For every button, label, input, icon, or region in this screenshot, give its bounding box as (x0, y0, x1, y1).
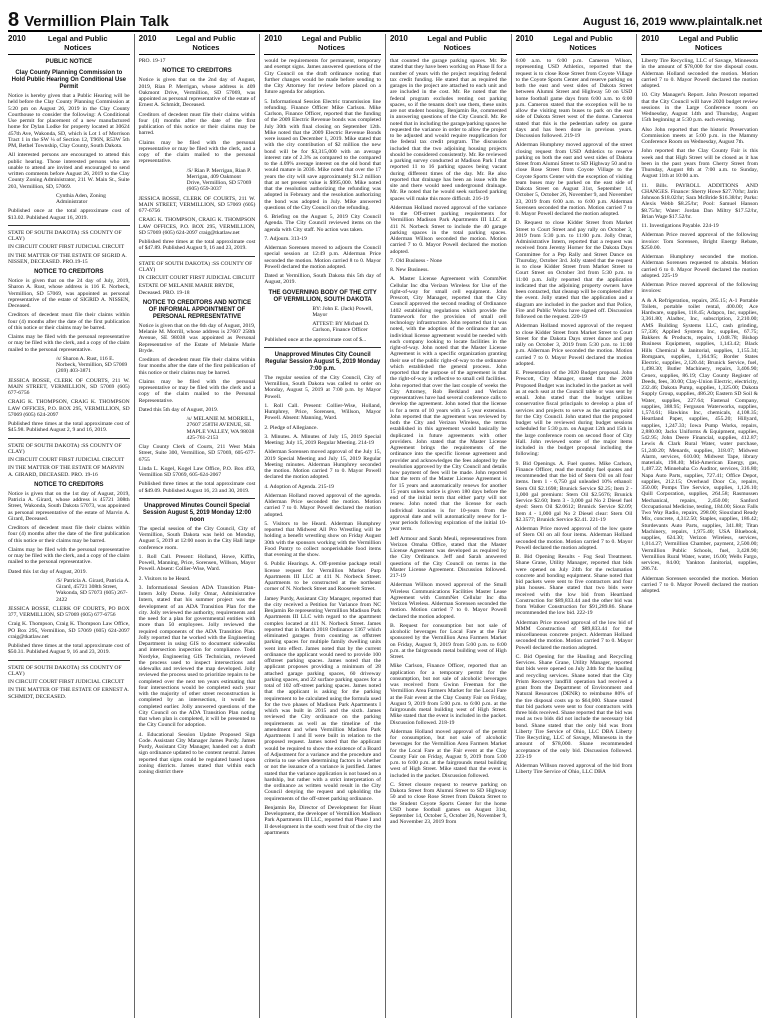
notice-paragraph: would be requirements for permanent, temporary and exempt signs. James answered questions of the City Council on the draft ordinance noting that further changes would be made before sending to the City Attorney for review before placed on a future agenda for adoption. (264, 58, 381, 96)
notice-heading: PUBLIC NOTICE (45, 59, 93, 65)
notice-heading: NOTICE TO CREDITORS (34, 269, 104, 275)
notice-paragraph: Dated at Vermillion, South Dakota this 5th day of August, 2019. (264, 273, 381, 286)
notice-paragraph: Alderman Holland moved approval of the agenda. Alderman Price seconded the motion. Motion carried 7 to 0. Mayor Powell declared the motion adopted. (264, 492, 381, 518)
section-year: 2010 (389, 34, 408, 43)
notice-paragraph: Claims may be filed with the personal representative or may be filed with the clerk and a copy of the claim mailed to the Personal Representative. (138, 378, 256, 404)
notice-paragraph: Claims may be filed with the personal representative or may be filed with the clerk, and a copy of the claim mailed to the personal representative. (8, 546, 130, 566)
notice-paragraph: Dated this 1st day of August, 2019. (8, 568, 87, 575)
notice-paragraph: Notice is given that on the 24 day of July, 2019, Sharon A. Rust, whose address is 116 E. Norbeck, Vermillion, SD 57069, was appointed as personal representative of the estate of SIGRID A. NISSEN, Deceased. (8, 278, 130, 309)
section-title (659, 35, 758, 52)
notice-paragraph: 7. Adjourn. 313-19 (264, 235, 307, 242)
section-header (139, 34, 256, 55)
notice-divider (8, 225, 130, 226)
section-title-line-2: Notices (569, 42, 597, 52)
notice-paragraph: 6. Public Hearings. A. Off-premise package retail license request for Vermillion Market Parp Apartments III LLC at 411 N. Norbeck Street. Apartments to be constructed at the northeast corner of N. Norbeck Street and Roosevelt Street. (264, 561, 381, 593)
notice-paragraph: Alderman Holland moved approval of the variance to the Off-street parking requirements for Vermillion Madison Park Apartments III LLC at 411 N. Norbeck Street to include the 40 garage parking spaces in the total parking spaces. Alderman Willson seconded the motion. Motion carried 7 to 0. Mayor Powell declared the motion adopted. (389, 204, 507, 255)
column-1 (8, 34, 134, 1018)
court-caption: STATE OF SOUTH DAKOTA) :SS COUNTY OF CLAY) (138, 260, 253, 273)
notice-paragraph: Linda L. Kogel, Kogel Law Office, P.O. Box 493, Vermillion SD 57069, 605-624-2067 (138, 465, 256, 478)
section-year: 2010 (515, 34, 534, 43)
notice-signature: BY: John E. (Jack) Powell, Mayor (312, 305, 373, 318)
section-title-line-2: Notices (695, 42, 723, 52)
notice-paragraph: Alderman Sorensen seconded the motion. Motion carried 7 to 0. Mayor Powell declared the motion adopted. (641, 575, 758, 594)
section-title-line-1: Legal and Public (553, 34, 613, 43)
notice-paragraph: 4. Educational Session Update Proposed Sign Code. Assistant City Manager James Purdy. James Purdy, Assistant City Manager, handed out a draft sign ordinance updated to be content neutral. James reported that signs could be regulated based upon zoning districts. James stated that within each zoning district there (138, 731, 256, 775)
notice-paragraph: Alderman Willson moved approval of the bid from Liberty Tire Service of Ohio, LLC DBA (515, 763, 633, 776)
court-caption: IN CIRCUIT COURT FIRST JUDICIAL CIRCUIT (8, 457, 125, 463)
notice-paragraph: JESSICA BOSSE, CLERK OF COURTS, 211 W. MAIN STREET, VERMILLION, SD 57069 (605) 677-6756 (8, 377, 130, 396)
notice-paragraph: JESSICA BOSSE, CLERK OF COURTS, PO BOX 377, VERMILLION, SD 57069 (605) 677-6756 (8, 605, 130, 618)
court-caption: STATE OF SOUTH DAKOTA) :SS COUNTY OF CLAY) (8, 442, 122, 455)
notice-paragraph: 1. Roll Call. Present: Collier-Wise, Holland, Humphrey, Price, Sorensen, Willson, Mayor Powell. Absent: Manning, Ward. (264, 402, 381, 422)
notice-signature: /s/ Sharon A. Rust, 116 E. Norbeck, Vermillion, SD 57069 (269) 403-3871 (56, 355, 128, 375)
notice-paragraph: Published three times at the total approximate cost of $47.89. Published August 9, 16 and 23, 2019. (138, 239, 256, 252)
court-caption: IN THE MATTER OF THE ESTATE OF SIGRID A. NISSEN, DECEASED. PRO.19-15 (8, 252, 127, 265)
notice-paragraph: A & A Refrigeration, repairs, 265.15; A-1 Portable Toilets, portable toilet rental, 400.00; Ace Hardware, supplies, 118.45; Adapco, Inc, supplies, 3,361.80; Aladtec, Inc, subscription, 2,210.00; AMS Building Systems LLC, cash grinding, 57,336; Applied Systems Inc, supplies, 67.75; Bakkers & Products, repairs, 1,048.78; Bishop Business Equipment, supplies, 1,143.42; Black Hills Chemical & Janitorial, supplies, 1,155.34; Bomgaars, supplies, 1,164.95; Border States Electric, supplies, 2,120.44; Brunick Service, fuel, 1,498.30; Butler Machinery, repairs, 3,406.90; Cenex, supplies, 86.19; Clay County Register of Deeds, fees, 30.00; Clay-Union Electric, electricity, 232.46; Dakota Pump, supplies, 1,325.00; Dakota Supply Group, supplies, 486.20; Eastern SD Soil & Water, supplies, 227.64; Fastenal Company, supplies, 388.95; Ferguson Waterworks, supplies, 1,574.61; Hawkins Inc, chemicals, 4,108.35; Heartland Paper, supplies, 455.20; Hillyard, supplies, 1,247.33; Iowa Pump Works, repairs, 2,880.00; Jacks Uniforms & Equipment, supplies, 542.95; John Deere Financial, supplies, 412.87; Lewis & Clark Rural Water, water purchase, 51,240.20; Menards, supplies, 318.07; Midwest Alarm, services, 610.00; Midwest Tape, library materials, 198.40; Mid-American Energy, gas, 1,487.22; Minnehaha Co Auditor, services, 316.80; Napa Auto Parts, supplies, 727.41; Office Depot, supplies, 212.15; Overhead Door Co, repairs, 350.00; Pomps Tire Service, supplies, 1,126.10; Quill Corporation, supplies, 264.58; Rasmussen Mechanical, repairs, 2,450.00; Sanford Occupational Medicine, testing, 184.00; Sioux Falls Two Way Radio, repairs, 298.00; Siouxland Ready Mix, concrete, 4,312.50; Staples, supplies, 186.42; Sturdevants Auto Parts, supplies, 341.88; Titan Machinery, repairs, 1,975.40; USA Bluebook, supplies, 624.30; Verizon Wireless, services, 1,014.27; Vermillion Chamber, payment, 2,500.00; Vermillion Public Schools, fuel, 3,428.90; Vermillion Rural Water, water, 16.00; Wells Fargo, services, 84.00; Yankton Janitorial, supplies, 286.74. (641, 297, 758, 573)
notice-signature: Cynthia Aden, Zoning Administrator (56, 192, 106, 205)
notice-paragraph: Alderman Holland moved approval of the permit for consumption, but not sale of alcoholic beverages for the Vermillion Area Farmers Market for the Local Fare at the Fair event at the Clay County Fair on Friday, August 9, 2019 from 5:00 p.m. to 6:00 p.m. at the fairgrounds metal building west of High Street. Mike stated that the event is included in the packet. Discussion followed. (389, 728, 507, 779)
notice-paragraph: All interested persons are encouraged to attend this public hearing. Those interested persons who are unable to attend are invited and encouraged to send written comments before August 26, 2019 to the Clay County Zoning Administrator, 211 W. Main St., Suite 203, Vermillion, SD, 57069. (8, 152, 130, 190)
section-year: 2010 (264, 34, 283, 43)
notice-divider (8, 660, 130, 661)
section-year: 2010 (138, 34, 157, 43)
column-4 (385, 34, 511, 1018)
notice-paragraph: Creditors of decedent must file their claims within four (4) months after the date of the first publication of this notice or their claims may be barred. (8, 312, 130, 331)
notice-paragraph: Craig K. Thompson, Craig K. Thompson Law Office, PO Box 295, Vermillion, SD 57069 (605) 624-2097 craig@tkatlaw.net (8, 621, 130, 640)
notice-paragraph: 3. Minutes. A. Minutes of July 15, 2019 Special Meeting; July 15, 2019 Regular Meeting. 214-19 (264, 433, 381, 446)
notice-paragraph: A. Master License Agreement with CommNet Cellular Inc dba Verizon Wireless for Use of the right-of-way for small cell equipment. John Prescott, City Manager, reported that the City Council approved the second reading of Ordinance 1402 establishing regulations which provide the framework for the provision of small cell technology infrastructure. John reported that it was noted, with the adoption of the ordinance that an individual license agreement would be needed with each company looking to locate facilities in the right-of-way. John noted that the Master License Agreement is with a specific organization granting their use of the public right-of-way to the ordinance which established the general process. John reported that the purpose of the agreement is that the right-of-way is reflective to small cell facilities. John reported that over the last couple of weeks the City Attorney, Rob Berkland and Verizon representatives have had several conference calls to develop the agreement. John noted that the license is for a term of 10 years with a 5 year extension. John reported that the agreement was reviewed by both the City and Verizon Wireless, the terms established in this agreement would basically be duplicated in future agreements with other providers. John stated that the Master License Agreement brings the requirements of the ordinance into the specific license agreement and provider and acknowledges the fees adopted by the resolution approved by the City Council and details how payment of fees will be made. John reported that the term of the Master License Agreement is for 15 years and automatically renews for another 15 years unless notice is given 180 days before the end of the initial term that either party will not renew. John noted that the license for each individual location is for 10-years from the approval date and will automatically renew for 1-year periods following expiration of the initial 10-year term. (389, 276, 507, 533)
issue-date-and-website: August 16, 2019 www.plaintalk.net (582, 16, 762, 28)
newspaper-name: Vermillion Plain Talk (24, 13, 169, 30)
notice-paragraph: Notice is given that on the 1st day of August, 2019, Patricia A. Girard, whose address is 45721 308th Street, Wakonda, South Dakota 57073, was appointed as personal representative of the estate of Marvin A. Girard, Deceased. (8, 490, 130, 522)
section-title (282, 35, 381, 52)
notice-paragraph: Published three times at the total approximate cost of $49.09. Published August 16, 23 and 30, 2019. (138, 481, 256, 494)
section-title (408, 35, 507, 52)
section-title (26, 35, 130, 52)
notice-paragraph: Creditors of decedent must file their claims within four months after the date of the first publication of this notice or their claims may be barred. (138, 357, 256, 376)
notice-paragraph: 11. Investigations Payable. 224-19 (641, 223, 719, 229)
notice-paragraph: Published once at the total approximate cost of $13.02. Published August 16, 2019. (8, 208, 130, 221)
notice-heading: NOTICE TO CREDITORS (162, 68, 232, 75)
notice-paragraph: CRAIG K. THOMPSON, CRAIG K. THOMPSON LAW OFFICES, P.O. BOX 295, VERMILLION, SD 57069 (605) 624-2097 craig@tkatlaw.net (138, 217, 256, 236)
notice-paragraph: Alderman Sorensen moved to adjourn the Council special session at 12:49 p.m. Alderman Price seconded the motion. Motion carried 8 to 0. Mayor Powell declared the motion adopted. (264, 245, 381, 270)
notice-paragraph: 4. Adoption of Agenda. 215-19 (264, 483, 334, 490)
section-header (390, 34, 507, 55)
notice-paragraph: Alderman Holland moved approval of the request to close Kidder Street from Market Street to Court Street for the Dakota Days street dance and pep rally on October 3, 2019 from 5:30 p.m. to 11:00 p.m. Alderman Price seconded the motion. Motion carried 7 to 0. Mayor Powell declared the motion adopted. (515, 323, 633, 367)
masthead (8, 6, 762, 32)
notice-paragraph: Claims may be filed with the personal representative or may be filed with the clerk, and a copy of the claim mailed to the personal representative. (8, 334, 130, 353)
notice-paragraph: Alderman Price moved approval of the low bid of MMM Construction of $89,833.44 for the miscellaneous concrete project. Alderman Holland seconded the motion. Motion carried 7 to 0. Mayor Powell declared the motion adopted. (515, 619, 633, 651)
section-header (264, 34, 381, 55)
notice-paragraph: Also John reported that the historic Preservation Commission meets at 5:00 p.m. in the Mammy Conference Room on Wednesday, August 7th. (641, 126, 758, 145)
notice-paragraph: Notice is hereby given that a Public Hearing will be held before the Clay County Planning Commission at 5:20 pm on August 26, 2019 in the Clay County Courthouse to consider the following: A Conditional Use permit for placement of a new manufactured home for Dylan Lodke for property located at 30624 457th Ave, Wakonda, SD, which is Lot 1 of Morrison Tract 1 in the SW ¼ of Section 12, T96N, R53W 5th PM, Bethel Township, Clay County, South Dakota. (8, 93, 130, 149)
notice-paragraph: 3. Informational Session ADA Transition Plan-Intern Jolly Dorse. Jolly Omar, Administrative Intern, stated that his summer project was the development of an ADA Transition Plan for the city. Jolly reviewed the authority, requirements and the need for a plan for governmental entities with more than 50 employees. Jolly reviewed the required components of the ADA Transition Plan. Jolly reported that he worked with the Engineering Department in using GIS to document sidewalks and intersection inspection for compliance. Todd Nordyke, Engineering GIS Technician, reviewed the process used to inspect intersections and sidewalks and reviewed the map developed. Jolly reviewed the process used to prioritize repairs to be completed over the next ten years estimating that four intersections would be completed each year with the majority of other street reconstruction is completed by an intersection, it would be completed earlier. Jolly answered questions of the City Council on the ADA Transition Plan noting that when plan is completed, it will be presented to the City Council for adoption. (138, 584, 256, 729)
notice-paragraph: Alderman Humphrey seconded the motion. Alderman Sorensen requested to abstain. Motion carried 6 to 0. Mayor Powell declared the motion adopted. 225-19 (641, 254, 758, 279)
notice-divider (8, 438, 130, 439)
notice-paragraph: Alderman Humphrey moved approval of the street closing request from USD Athletics to reserve parking on both the east and west sides of Dakota Street from Alumni Street to SD Highway 50 and to close Rose Street from Coyote Village to the Coyote Sports Center with the exception of visiting team buses may be parked on the east side of Dakota Street on August 31st, September 14, October 5, October 26, November 9, and November 23, 2019 from 6:00 a.m. to 6:00 p.m. Alderman Sorensen seconded the motion. Motion carried 7 to 0. Mayor Powell declared the motion adopted. (515, 142, 633, 217)
notice-paragraph: Creditors of decedent must file their claims within four (4) months after the date of the first publication of this notice or their claims may be barred. (8, 525, 130, 544)
masthead-left (8, 10, 169, 30)
section-title-line-1: Legal and Public (176, 34, 236, 43)
notice-paragraph: 10. City Manager's Report. John Prescott reported that the City Council will have 2020 budget review sessions in the Large Conference room on Wednesday, August 14th and Thursday, August 15th beginning at 5:30 p.m. each evening. (641, 92, 758, 124)
section-title-line-1: Legal and Public (678, 34, 739, 43)
notice-divider (264, 347, 381, 348)
notice-heading: NOTICE TO CREDITORS AND NOTICE OF INFORMAL APPOINTMENT OF PERSONAL REPRESENTATIVE (142, 299, 252, 320)
section-title-line-2: Notices (318, 42, 346, 52)
section-header (516, 34, 633, 55)
notice-paragraph: that counted the garage parking spaces. Mr. Re stated that they have been working on Phase II for a number of years with the project requiring federal tax credit funding. He stated that as required the garages in the project are attached to each unit and are included in the cost. Mr. Re noted that the federal program excludes renting out parking spaces, so if the tenants don't use them, these units are not student housing. Benjamin Re, commented in answering questions of the City Council. Mr. Re noted that in including the garage/parking spaces he requested the variance in order to allow the project to be adjusted and would require reapplication for the federal tax credit program. The discussion included that the two adjoining housing projects should be considered consistently. Mr. Re reviewed a parking survey conducted at Madison Park I that reported 11 to 16 parking spaces being vacant during different times of the day. Mr. Re also reported that drainage has been an issue with the site and there would need underground drainage. Mr. Re noted that he would seek surfaced parking spaces will make this more difficult. 216-19 (389, 58, 507, 202)
notice-paragraph: C. Street closure request to reserve parking on Dakota Street from Alumni Street to SD Highway 50 and to close Rose Street from Dakota Street to the Student Coyote Sports Center for the home USD home football games on August 31st, September 14, October 5, October 26, November 9, and November 23, 2019 from (389, 781, 507, 826)
notice-divider (139, 256, 256, 257)
section-year: 2010 (8, 34, 26, 43)
notice-paragraph: Claims may be filed with the personal representative or may be filed with the clerk, and a copy of the claim mailed to the personal representative. (138, 139, 256, 165)
court-caption: PRO. 19-17 (138, 58, 166, 64)
court-caption: IN CIRCUIT COURT FIRST JUDICIAL CIRCUIT (8, 679, 125, 685)
notice-paragraph: Alderman Price moved approval of the low quote of Stern Oil on all four items. Alderman Holland seconded the motion. Motion carried 7 to 0. Mayor Powell declared the motion adopted. (515, 526, 633, 551)
notice-paragraph: Benjamin Re, Director of Development for Hunt Development, the developer of Vermillion Madison Park Apartments III LLC, reported that Phase I and II development in the south west fruit of the city the apartments (264, 804, 381, 836)
notice-paragraph: The regular session of the City Council, City of Vermillion, South Dakota was called to order on Monday, August 5, 2019 at 7:00 p.m. by Mayor Powell. (264, 374, 381, 400)
notice-paragraph: Liberty Tire Recycling, LLC of Savage, Minnesota in the amount of $78,000 for tire disposal costs. Alderman Holland seconded the motion. Motion carried 7 to 0. Mayor Powell declared the motion adopted. (641, 58, 758, 89)
column-6 (636, 34, 762, 1018)
notice-paragraph: Notice is given that on the 2nd day of August, 2019, Rian P. Merrigan, whose address is 409 Oakmont Drive, Vermillion, SD 57069, was appointed as personal representative of the estate of Ernest A. Schmidt, Deceased. (138, 77, 256, 109)
court-caption: STATE OF SOUTH DAKOTA) :SS COUNTY OF CLAY) (8, 229, 122, 242)
notice-paragraph: 1. Roll Call. Present: Holland, Howe, Kiffin, Powell, Manning, Price, Sorensen, Willson, Mayor Powell. Absent: Collier-Wise, Ward. (138, 553, 256, 573)
notice-paragraph: Clay County Clerk of Courts, 211 West Main Street, Suite 300, Vermillion, SD 57069, 605-677-6755 (138, 444, 256, 463)
notice-signature: /S/ Rian P. Merrigan, Rian P. Merrigan, 409 Oakmont Drive, Vermillion, SD 57069 (605) 659-3037 (186, 167, 252, 193)
notice-paragraph: 6. Briefing on the August 5, 2019 City Council Agenda. The City Council reviewed items on the agenda with City staff. No action was taken. (264, 214, 381, 233)
notice-paragraph: 5. Visitors to be Heard. Alderman Humphrey reported that Midwest All Pro Wrestling will be holding a benefit wrestling show on Friday August 30th with the sponsors working with the Vermillion Food Pantry to collect nonperishable food items that evening at the show. (264, 520, 381, 558)
notice-paragraph: John reported that the Clay County Fair is this week and that High Street will be closed as it has been in the past years from Cherry Street from Thursday, August 8th at 7:00 a.m. to Sunday, August 11th at 10:00 a.m. (641, 148, 758, 180)
notice-paragraph: 8. New Business. (389, 267, 429, 273)
notice-heading: THE GOVERNING BODY OF THE CITY OF VERMILLION, SOUTH DAKOTA (268, 289, 377, 303)
court-caption: IN CIRCUIT COURT FIRST JUDICIAL CIRCUIT (138, 275, 255, 281)
notice-paragraph: Published three times at the total approximate cost of $50.31. Published August 9, 16 and 23, 2019. (8, 643, 130, 656)
notice-paragraph: 9. Bid Openings. A. Fuel quotes. Mike Carlson, Finance Officer, read the monthly fuel quotes and recommended that the bid of Stern Oil on all four items. Item 1 - 6,750 gal unleaded 10% ethanol: Stern Oil $2.1698; Brunick Service $2.25; Item 2 - 1,000 gal premium: Stern Oil $2.5676; Brunick Service $2.60; Item 3 - 3,000 gal No 2 Diesel fuel dyed: Stern Oil $2.0612; Brunick Service $2.09; Item 4 - 1,000 gal No 2 Diesel clear: Stern Oil $2.3577; Brunick Service $2.41. 221-19 (515, 460, 633, 523)
court-caption: IN CIRCUIT COURT FIRST JUDICIAL CIRCUIT (8, 244, 125, 251)
notice-signature: /S/ Patricia A. Girard, Patricia A. Girard, 45721 308th Street, Wakonda, SD 57073 (605) 267-2422 (56, 577, 130, 603)
section-header (8, 34, 130, 55)
notice-paragraph: Alderman Price moved approval of the following invoices: (641, 282, 758, 295)
notice-paragraph: C. Bid Opening for the Hauling and Recycling Services. Shane Grane, Utility Manager, reported that bids were opened on July 24th for the hauling and recycling services. Shane noted that the City Prism Recovery landfill operation had received a grant from the Department of Environment and Natural Resources (DENR) to reimburse 80% of the tire disposal costs up to $64,000. Shane stated that bid packets were sent to four contractors with three bids received. Shane reported that the bid was read as two bids did not include the necessary bid bond. Shane stated that the only bid was from Liberty Tire Service of Ohio, LLC DBA Liberty Tire Recycling, LLC of Savage, Minnesota in the amount of $78,000. Shane recommended acceptance of the only bid. Discussion followed. 223-19 (515, 653, 633, 760)
notice-paragraph: The special session of the City Council, City of Vermillion, South Dakota was held on Monday, August 5, 2019 at 12:00 noon in the City Hall large conference room. (138, 525, 256, 551)
column-2 (134, 34, 260, 1018)
notice-paragraph: Published once at the approximate cost of $... (264, 336, 367, 343)
page-number: 8 (8, 9, 20, 31)
notice-paragraph: Alderman Sorensen moved approval of the July 15, 2019 Special Meeting and July 15, 2019 Regular Meeting minutes. Alderman Humphrey seconded the motion. Motion carried 7 to 0. Mayor Powell declared the motion adopted. (264, 449, 381, 481)
notice-paragraph: 6:00 a.m. to 6:00 p.m. Cameron Wilson, representing USD Athletics, reported that the request is to close Rose Street from Coyote Village to the Coyote Sports Center and reserve parking on both the east and west sides of Dakota Street between Alumni Street and Highway 50 on USD home football game days from 6:00 a.m. to 6:00 p.m. Cameron stated that the exception will be to allow the visiting team buses to park on the east side of Dakota Street west of the dome. Cameron stated that this is the pedestrian safety on game days and has been done in previous years. Discussion followed. 219-19 (515, 58, 633, 139)
notice-paragraph: B. Request for consumption but not sale of alcoholic beverages for Local Fare at the Fair sponsored by the Vermillion Area Farmers Market on Friday, August 9, 2019 from 5:00 p.m. to 6:00 p.m. at the fairgrounds metal building west of High Street. (389, 622, 507, 660)
notice-signature: ATTEST: BY Michael D. Carlson, Finance Officer (312, 321, 370, 334)
notice-paragraph: Dated this 5th day of August, 2019. (138, 406, 219, 413)
notice-paragraph: B. Bid Opening Results - Fog Seal Treatment. Shane Grane, Utility Manager, reported that bids were opened on July 24th for the reclamation concrete and bonding equipment. Shane noted that bid packets were sent to five contractors and four plan houses. Shane stated that two bids were received with the low bid from Heartland Construction for $89,833.44 and the other bid was from Walker Construction for $91,289.86. Shane recommended the low bid. 222-19 (515, 554, 633, 617)
notice-paragraph: Published three times at the total approximate cost of $45.98. Published August 2, 9 and 16, 2019. (8, 421, 130, 434)
notice-heading: NOTICE TO CREDITORS (34, 481, 104, 488)
section-year: 2010 (641, 34, 660, 43)
section-title-line-2: Notices (443, 42, 471, 52)
notice-paragraph: 5. Informational Session Electric transmission line refunding. Finance Officer Mike Carlson. Mike Carlson, Finance Officer, reported that the funding of the 2009 Electric Revenue bonds was completed July 30th with final closing on September 12th. Mike noted that the 2009 Electric Revenue Bonds were issued on December 1, 2019. Mike stated that with the city contribution of $2 million the new bond will be for $3,315,000 with an average interest rate of 2.3% as compared to the compared to the 4.09% average interest on the old bond that would mature in 2036. Mike noted that over the 17 years the city will save approximately $1.2 million that at net present value is $995,000. Mike noted that the resolution authorizing the refunding was adopted in February and the resolution authorizing the bond was adopted in July. Mike answered questions of the City Council on the refunding. (264, 98, 381, 211)
notice-heading: Unapproved Minutes Council Special Session August 5, 2019 Monday 12:00 noon (142, 502, 252, 523)
notice-paragraph: Creditors of decedent must file their claims within four (4) months after the date of the first publication of this notice or their claims may be barred. (138, 111, 256, 137)
section-title-line-1: Legal and Public (47, 34, 108, 43)
section-title-line-2: Notices (192, 42, 220, 52)
court-caption: ESTATE OF MELANIE MARIE BRYDE, Deceased. PRO. 19-18 (138, 283, 235, 296)
notice-signature: /s/ MELANIE M. MORRILL, 27607 258TH AVENUE, SE MAPLE VALLEY, WA 98038 425-761-2153 (186, 416, 255, 441)
section-header (641, 34, 758, 55)
column-3 (259, 34, 385, 1018)
notice-paragraph: 2. Pledge of Allegiance. (264, 424, 318, 431)
notice-paragraph: CRAIG K. THOMPSON, CRAIG K. THOMPSON LAW OFFICES, P.O. BOX 295, VERMILLION, SD 57069 (605) 624-2097 (8, 399, 130, 418)
notice-paragraph: Jamey Purdy, Assistant City Manager, reported that the city received a Petition for Variance from NC Benjamin Re representing Vermillion Madison Park Apartments III LLC with regard to the apartment complex located at 411 N. Norbeck Street. James reported that in March 2018 Ordinance 1367 which eliminated garages from counting as offstreet parking spaces for multiple family dwelling units went into effect. James noted that by the current ordinance the applicant would need to provide 100 offstreet parking spaces. James noted that the applicant proposes providing a minimum of 28 attached garage parking spaces, 60 driveway parking spaces, and 22 surface parking spaces for a total of 102 off-street parking spaces. James noted that the applicant is asking for the parking requirement to be calculated using the formula used for the two phases of Madison Park Apartments I which was built in 2015 and the sixth. James reviewed the City ordinance on the parking requirements as well as the timeline of the amendment and when Vermillion Madison Park Apartments I and II were built in relation to the proposed request. James noted that the applicant would be required to show the existence of a Board of Adjustment for a variance and the procedure and criteria to use when determining factors in whether or not the issuance of a variance is justified. James stated that the variance application is not based on a hardship, but rather with a strict interpretation of the ordinance as written would result in the City Council denying the request and upholding the requirements of the off-street parking ordinance. (264, 595, 381, 802)
section-title (156, 35, 255, 52)
notice-paragraph: Jeff Armour and Sarah Meuli, representatives from Verizon Omaha Office, stated that the Master License Agreement was developed as required by the City Ordinance. Jeff and Sarah answered questions of the City Council on terms in the Master License Agreement. Discussion followed. 217-19 (389, 535, 507, 579)
notice-heading: Unapproved Minutes City Council Regular Session August 5, 2019 Monday 7:00 p.m. (265, 351, 381, 372)
section-title-line-1: Legal and Public (301, 34, 362, 43)
section-title (533, 35, 632, 52)
notice-paragraph: D. Request to close Kidder Street from Market Street to Court Street and pay rally on October 3, 2019 from 5:30 p.m. to 11:00 p.m. Jolly Omar, Administrative Intern, reported that a request was received from Jeremy Horner for the Dakota Days Committee for a Pep Rally and Street Dance on Thursday, October 3rd. Jolly stated that the request is to close Kidder Street from Market Street to Court Street on October 3rd from 5:30 p.m. to 11:00 p.m. Jolly reported that the application indicated that the adjoining property owners have been contacted, that cleanup will be completed after the event. Jolly stated that the application and a diagram are included in the packet and that Police, Fire and Public Works have signed off. Discussion followed on the request. 220-19 (515, 220, 633, 320)
court-caption: STATE OF SOUTH DAKOTA) :SS COUNTY OF CLAY) (8, 664, 122, 677)
section-title-line-1: Legal and Public (427, 34, 488, 43)
notice-paragraph: Alderman Willson moved approval of the Small Wireless Communications Facilities Master Lease Agreement with CommNet Cellular Inc dba Verizon Wireless. Alderman Sorensen seconded the motion. Motion carried 7 to 0. Mayor Powell declared the motion adopted. (389, 582, 507, 620)
court-caption: IN THE MATTER OF THE ESTATE OF MARVIN A. GIRARD, DECEASED. PRO. 19-16 (8, 465, 124, 478)
notice-paragraph: 2. Visitors to be Heard. (138, 575, 191, 582)
column-5 (511, 34, 637, 1018)
notice-paragraph: 7. Old Business - None (389, 257, 443, 264)
notice-heading: Clay County Planning Commission to Hold Public Hearing On Conditional Use Permit (11, 70, 126, 90)
notice-paragraph: Alderman Price moved approval of the following invoice: Tom Sorensen, Bright Energy Rebate, $250.00. (641, 232, 758, 251)
court-caption: IN THE MATTER OF THE ESTATE OF ERNEST A. SCHMIDT, DECEASED. (8, 687, 130, 700)
notice-columns (8, 34, 762, 1018)
notice-divider (139, 498, 256, 499)
notice-paragraph: 11. Bills. PAYROLL ADDITIONS AND CHANGES. Finance: Sherry Howe $27.70/hr; Jarin Johnson $18.02/hr; Sara McBride $16.38/hr; Parks: Alexis Webb $8.25/hr; Pool: Samuel Hanson $8.75/hr; Water: Jordan Dan Miltry $17.52/hr, Brian Wage $17.52/hr. (641, 182, 758, 220)
notice-paragraph: E. Presentation of the 2020 Budget proposal. John Prescott, City Manager, stated that the 2020 Proposed Budget was included in the packet as well as at each seat at the Council table or was sent by email. John stated that the budget utilizes conservative fiscal principals to develop a plan of services and projects to serve as the starting point for the City Council. John stated that the proposed budget will be reviewed during budget sessions scheduled for 5:30 p.m. on August 12th and 15th in the large conference room on second floor of City Hall. John reviewed some of the major items included in the budget proposal including the following: (515, 370, 633, 458)
section-title-line-2: Notices (64, 42, 92, 52)
notice-paragraph: Notice is given that on the 6th day of August, 2019, Melanie M. Morrill, whose address is 27607 258th Avenue, SE 98038 was appointed as Personal Representative of the Estate of Melanie Marie Bryde. (138, 322, 256, 354)
notice-paragraph: JESSICA BOSSE, CLERK OF COURTS, 211 W. MAIN STREET, VERMILLION, SD 57069 (605) 677-6756 (138, 195, 256, 214)
notice-paragraph: Mike Carlson, Finance Officer, reported that an application for a temporary permit for the consumption, but not sale of alcoholic beverages was received from Gwinn Freeman for the Vermillion Area Farmers Market for the Local Fare at the Fair event at the Clay County Fair on Friday, August 9, 2019 from 5:00 p.m. to 6:00 p.m. at the fairgrounds metal building west of High Street. Mike stated that the event is included in the packet. Discussion followed. 218-19 (389, 663, 507, 726)
